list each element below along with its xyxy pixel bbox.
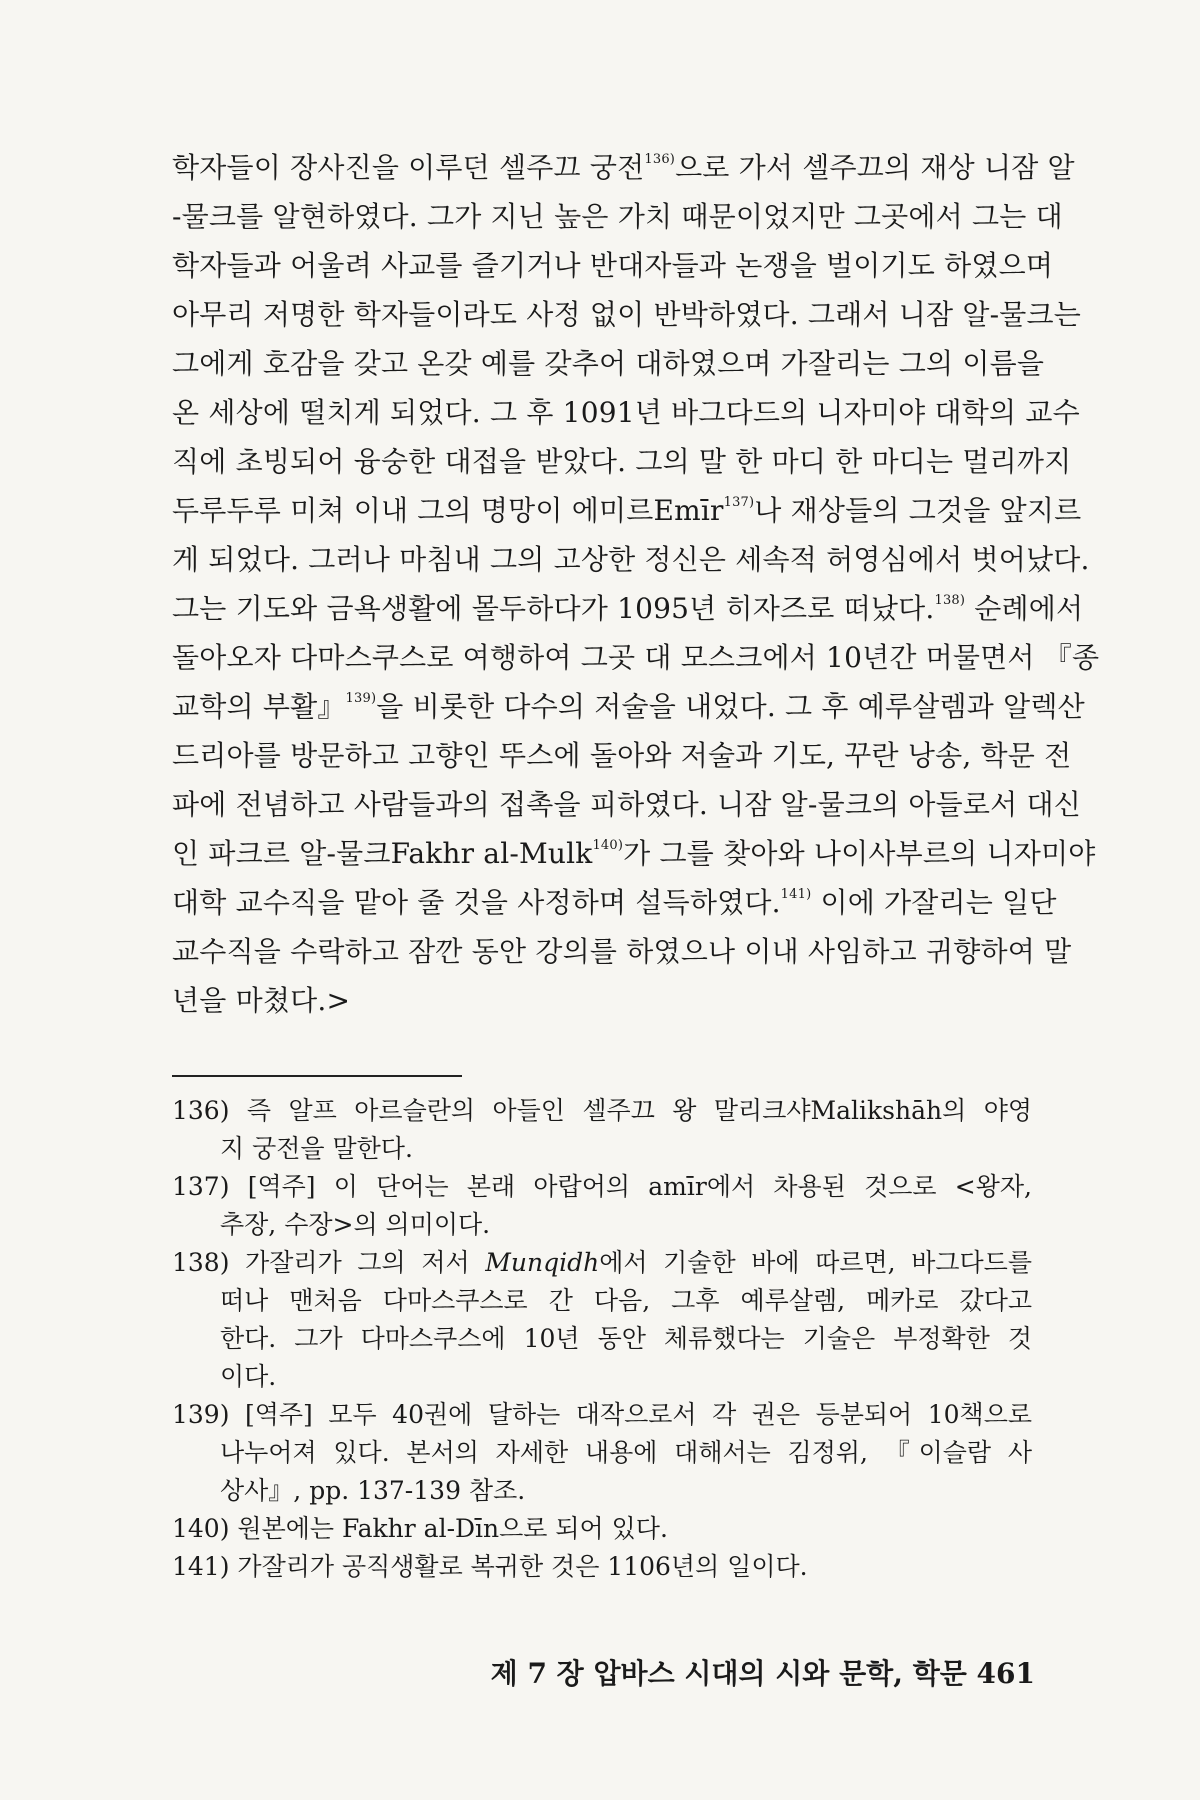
- body-line: 그에게 호감을 갖고 온갖 예를 갖추어 대하였으며 가잘리는 그의 이름을: [172, 347, 1045, 380]
- footnote-141: 141) 가잘리가 공직생활로 복귀한 것은 1106년의 일이다.: [172, 1552, 808, 1581]
- footnote-ref-139: 139): [345, 691, 377, 706]
- footnote-138-cont: 이다.: [220, 1362, 277, 1391]
- body-line: 파에 전념하고 사람들과의 접촉을 피하였다. 니잠 알-물크의 아들로서 대신: [172, 788, 1082, 821]
- body-line: [172, 829, 1096, 878]
- text-run: 교학의 부활』: [172, 690, 346, 723]
- footnote-ref-137: 137): [723, 495, 755, 510]
- body-line: 온 세상에 떨치게 되었다. 그 후 1091년 바그다드의 니자미야 대학의 교수: [172, 396, 1080, 429]
- body-line: [172, 143, 1075, 192]
- body-line: 학자들과 어울려 사교를 즐기거나 반대자들과 논쟁을 벌이기도 하였으며: [172, 249, 1054, 282]
- text-run: 138) 가잘리가 그의 저서: [172, 1248, 486, 1277]
- body-line: 년을 마쳤다.>: [172, 984, 351, 1017]
- main-text: [172, 143, 1100, 1025]
- footnote-ref-138: 138): [934, 593, 966, 608]
- footnote-137: 137) [역주] 이 단어는 본래 아랍어의 amīr에서 차용된 것으로 <왕자,: [172, 1172, 1032, 1201]
- body-line: [172, 682, 1085, 731]
- footnote-ref-140: 140): [592, 838, 624, 853]
- chapter-title: 제 7 장 압바스 시대의 시와 문학, 학문: [490, 1657, 967, 1690]
- footnote-140: 140) 원본에는 Fakhr al-Dīn으로 되어 있다.: [172, 1514, 668, 1543]
- body-line: 아무리 저명한 학자들이라도 사정 없이 반박하였다. 그래서 니잠 알-물크는: [172, 298, 1082, 331]
- footnote-divider: [172, 1075, 462, 1077]
- text-run: 그는 기도와 금욕생활에 몰두하다가 1095년 히자즈로 떠났다.: [172, 592, 935, 625]
- footnote-138-cont: 한다. 그가 다마스쿠스에 10년 동안 체류했다는 기술은 부정확한 것: [220, 1324, 1032, 1353]
- body-line: 직에 초빙되어 융숭한 대접을 받았다. 그의 말 한 마디 한 마디는 멀리까지: [172, 445, 1072, 478]
- footnote-139: 139) [역주] 모두 40권에 달하는 대작으로서 각 권은 등분되어 10책으로: [172, 1400, 1032, 1429]
- text-run: 가 그를 찾아와 나이사부르의 니자미야: [623, 837, 1096, 870]
- body-line: [172, 878, 1057, 927]
- footnote-138-cont: 떠나 맨처음 다마스쿠스로 간 다음, 그후 예루살렘, 메카로 갔다고: [220, 1286, 1032, 1315]
- footnote-138: [172, 1244, 1032, 1282]
- body-line: 교수직을 수락하고 잠깐 동안 강의를 하였으나 이내 사임하고 귀향하여 말: [172, 935, 1072, 968]
- book-title: Munqidh: [485, 1248, 600, 1277]
- footnote-137-cont: 추장, 수장>의 의미이다.: [220, 1210, 491, 1239]
- footnote-136-cont: 지 궁전을 말한다.: [220, 1134, 413, 1163]
- text-run: 이에 가잘리는 일단: [811, 886, 1057, 919]
- footnote-139-cont: 나누어져 있다. 본서의 자세한 내용에 대해서는 김정위, 『이슬람 사: [220, 1438, 1032, 1467]
- body-line: [172, 584, 1084, 633]
- text-run: 대학 교수직을 맡아 줄 것을 사정하며 설득하였다.: [172, 886, 781, 919]
- text-run: 인 파크르 알-물크Fakhr al-Mulk: [172, 837, 593, 870]
- text-run: 을 비롯한 다수의 저술을 내었다. 그 후 예루살렘과 알렉산: [376, 690, 1085, 723]
- body-line: [172, 486, 1082, 535]
- text-run: 학자들이 장사진을 이루던 셀주끄 궁전: [172, 151, 645, 184]
- body-line: 돌아오자 다마스쿠스로 여행하여 그곳 대 모스크에서 10년간 머물면서 『종: [172, 641, 1100, 674]
- text-run: 두루두루 미쳐 이내 그의 명망이 에미르Emīr: [172, 494, 724, 527]
- body-line: 게 되었다. 그러나 마침내 그의 고상한 정신은 세속적 허영심에서 벗어났다.: [172, 543, 1090, 576]
- text-run: 으로 가서 셀주끄의 재상 니잠 알: [675, 151, 1075, 184]
- body-line: 드리아를 방문하고 고향인 뚜스에 돌아와 저술과 기도, 꾸란 낭송, 학문 전: [172, 739, 1072, 772]
- footnote-ref-136: 136): [644, 152, 676, 167]
- footnote-136: 136) 즉 알프 아르슬란의 아들인 셀주끄 왕 말리크샤Malikshāh의 야영: [172, 1096, 1032, 1125]
- text-run: 나 재상들의 그것을 앞지르: [754, 494, 1082, 527]
- page-number: 461: [976, 1657, 1035, 1690]
- footnote-139-cont: 상사』, pp. 137-139 참조.: [220, 1476, 526, 1505]
- text-run: 에서 기술한 바에 따르면, 바그다드를: [599, 1248, 1032, 1277]
- footnote-ref-141: 141): [780, 887, 812, 902]
- text-run: 순례에서: [965, 592, 1084, 625]
- body-line: -물크를 알현하였다. 그가 지닌 높은 가치 때문이었지만 그곳에서 그는 대: [172, 200, 1063, 233]
- footnotes: [172, 1092, 1032, 1586]
- running-footer: [491, 1652, 1035, 1692]
